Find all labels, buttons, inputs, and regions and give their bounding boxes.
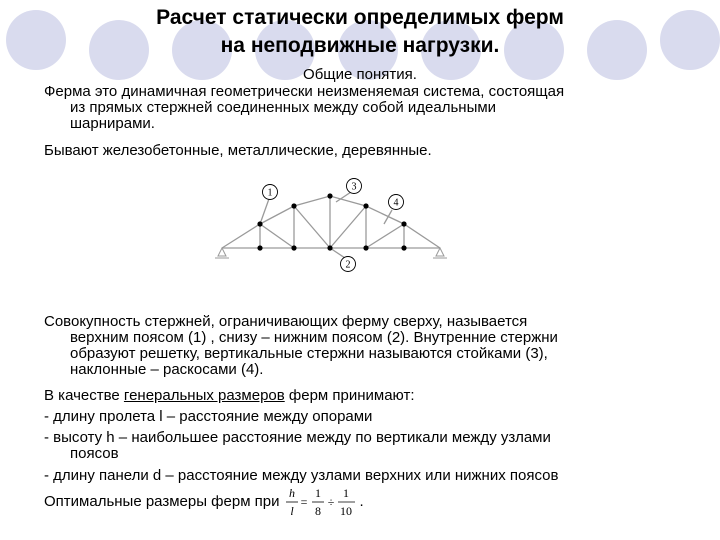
label-3: 3 xyxy=(351,181,357,193)
dims-suffix: ферм принимают: xyxy=(284,387,415,404)
chords-line-2: верхним поясом (1) , снизу – нижним поясом (2). Внутренние стержни xyxy=(70,329,558,346)
height-line-2: поясов xyxy=(70,445,119,462)
dims-term: генеральных размеров xyxy=(123,387,285,404)
chords-line-4: наклонные – раскосами (4). xyxy=(70,361,264,378)
panel-item: - длину панели d – расстояние между узлами верхних или нижних поясов xyxy=(44,467,559,484)
formula-den-a: 8 xyxy=(314,504,321,519)
formula-den-b: 10 xyxy=(339,504,352,519)
formula-eq: = xyxy=(300,495,307,510)
title-line-2: на неподвижные нагрузки. xyxy=(220,34,500,57)
chords-line-3: образуют решетку, вертикальные стержни называются стойками (3), xyxy=(70,345,548,362)
optimal-end: . xyxy=(359,493,364,510)
label-2: 2 xyxy=(345,259,351,271)
truss-callouts xyxy=(263,179,404,272)
optimal-text: Оптимальные размеры ферм при xyxy=(44,493,280,510)
formula-div: ÷ xyxy=(327,495,334,510)
formula-num-left: h xyxy=(288,486,295,501)
label-1: 1 xyxy=(267,187,273,199)
definition-line-1: Ферма это динамичная геометрически неизменяемая система, состоящая xyxy=(44,83,565,100)
height-item xyxy=(44,430,684,462)
truss-nodes xyxy=(257,193,406,250)
truss-diagram xyxy=(208,172,448,280)
chords-line-1: Совокупность стержней, ограничивающих ферму сверху, называется xyxy=(44,313,528,330)
formula-num-b: 1 xyxy=(342,486,349,501)
section-subtitle: Общие понятия. xyxy=(303,66,417,83)
formula-num-a: 1 xyxy=(314,486,321,501)
formula-den-left: l xyxy=(289,504,294,519)
label-4: 4 xyxy=(393,197,399,209)
definition-line-3: шарнирами. xyxy=(70,115,155,132)
chords-paragraph xyxy=(44,314,684,378)
optimal-line xyxy=(44,482,684,522)
height-line-1: - высоту h – наибольшее расстояние между по вертикали между узлами xyxy=(44,429,551,446)
general-dimensions-line xyxy=(44,388,684,404)
title-line-1: Расчет статически определимых ферм xyxy=(156,6,564,29)
definition-paragraph xyxy=(44,84,684,132)
ratio-formula xyxy=(284,485,360,519)
truss-types-text: Бывают железобетонные, металлические, деревянные. xyxy=(44,142,432,159)
span-item: - длину пролета l – расстояние между опорами xyxy=(44,408,373,425)
page-title xyxy=(0,4,720,60)
definition-line-2: из прямых стержней соединенных между собой идеальными xyxy=(70,99,497,116)
dims-prefix: В качестве xyxy=(44,387,124,404)
